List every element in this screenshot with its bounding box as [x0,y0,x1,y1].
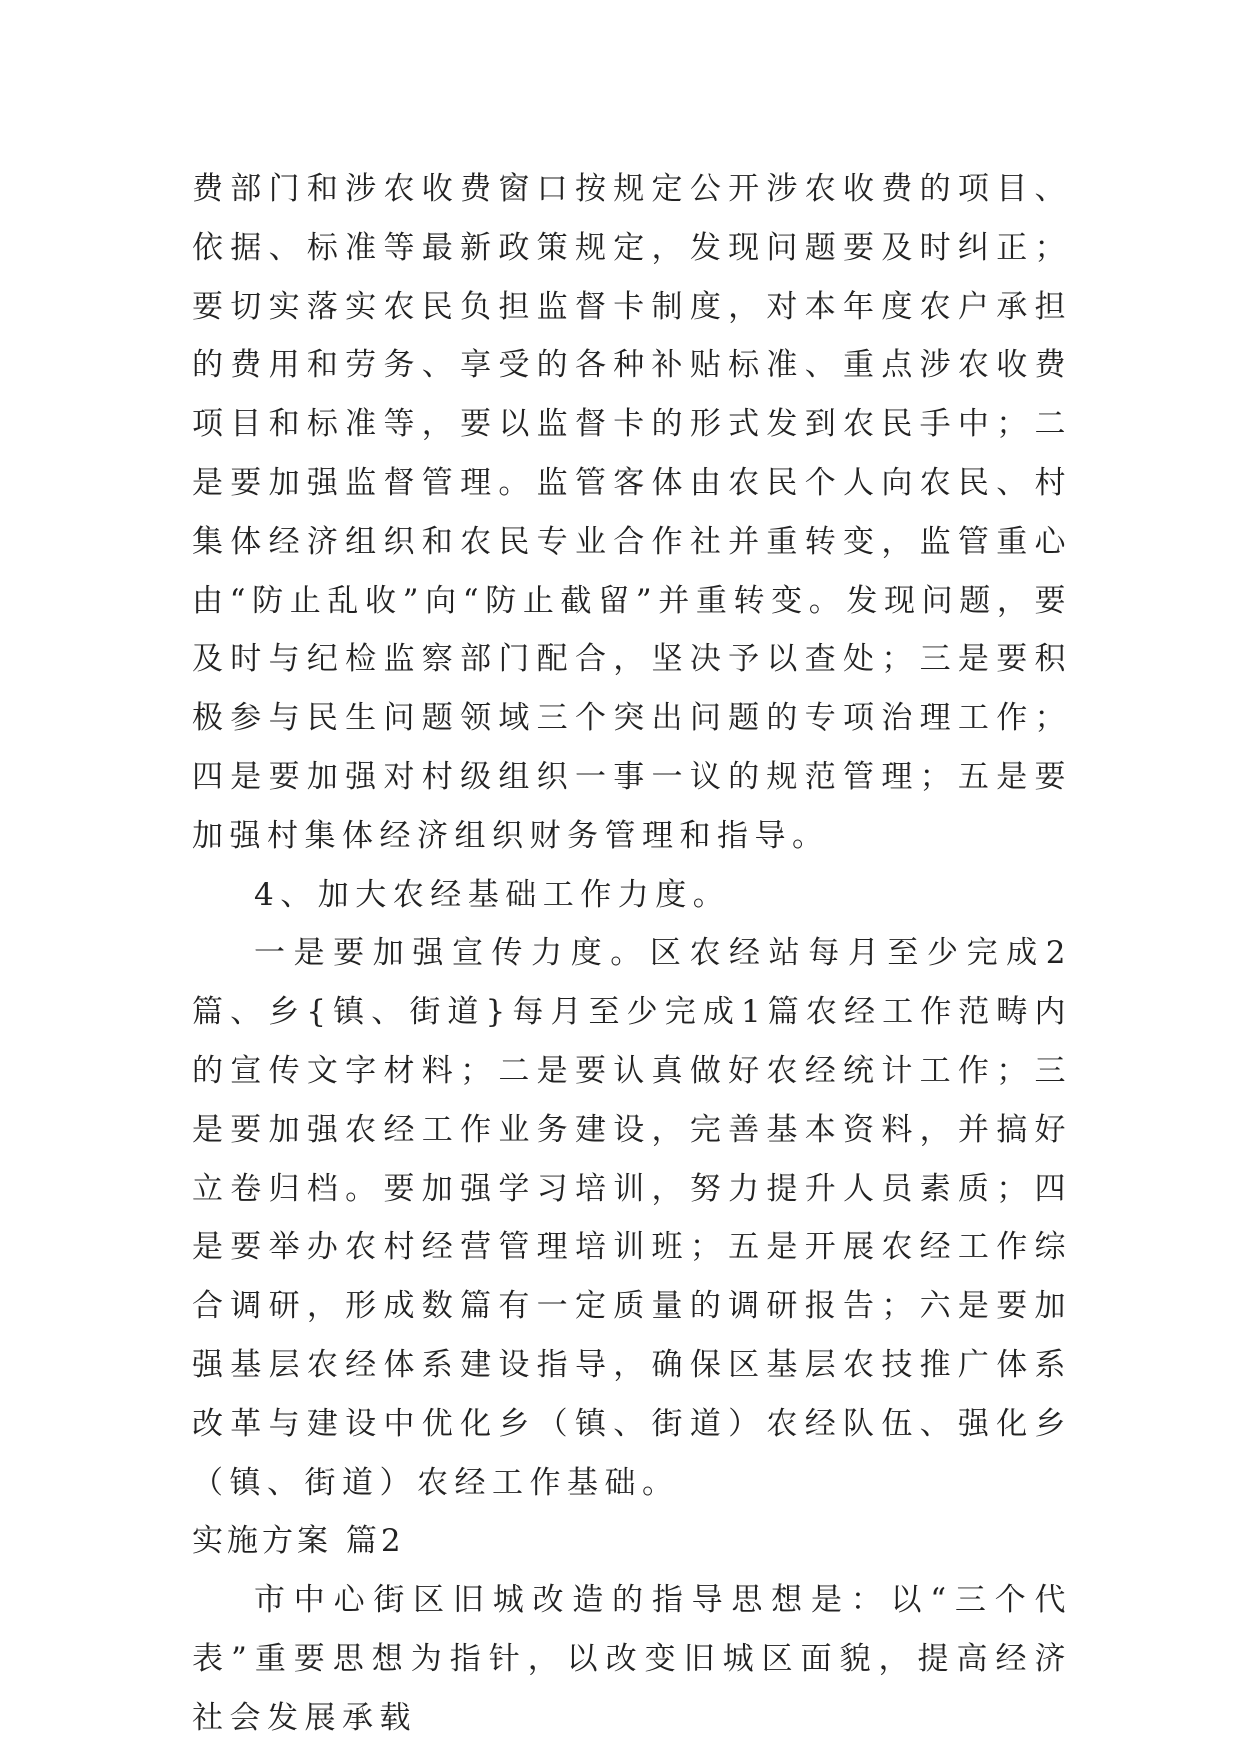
paragraph-guiding-ideology: 市中心街区旧城改造的指导思想是：以“三个代表”重要思想为指针，以改变旧城区面貌，提高经济社会发展承载 [192,1582,1072,1736]
paragraph-supervision: 费部门和涉农收费窗口按规定公开涉农收费的项目、依据、标准等最新政策规定，发现问题要及时纠正；要切实落实农民负担监督卡制度，对本年度农户承担的费用和劳务、享受的各种补贴标准、重点涉农收费项目和标准等，要以监督卡的形式发到农民手中；二是要加强监督管理。监管客体由农民个人向农民、村集体经济组织和农民专业合作社并重转变，监管重心由“防止乱收”向“防止截留”并重转变。发现问题，要及时与纪检监察部门配合，坚决予以查处；三是要积极参与民生问题领域三个突出问题的专项治理工作；四是要加强对村级组织一事一议的规范管理；五是要加强村集体经济组织财务管理和指导。 [192,171,1072,854]
section-heading: 实施方案 篇2 [192,1523,405,1560]
paragraph-basic-work: 一是要加强宣传力度。区农经站每月至少完成2篇、乡{镇、街道}每月至少完成1篇农经工作范畴内的宣传文字材料；二是要认真做好农经统计工作；三是要加强农经工作业务建设，完善基本资料，并搞好立卷归档。要加强学习培训，努力提升人员素质；四是要举办农村经营管理培训班；五是开展农经工作综合调研，形成数篇有一定质量的调研报告；六是要加强基层农经体系建设指导，确保区基层农技推广体系改革与建设中优化乡（镇、街道）农经队伍、强化乡（镇、街道）农经工作基础。 [192,935,1072,1501]
paragraph-item-4-heading: 4、加大农经基础工作力度。 [254,876,731,913]
document-body [192,160,1072,1748]
